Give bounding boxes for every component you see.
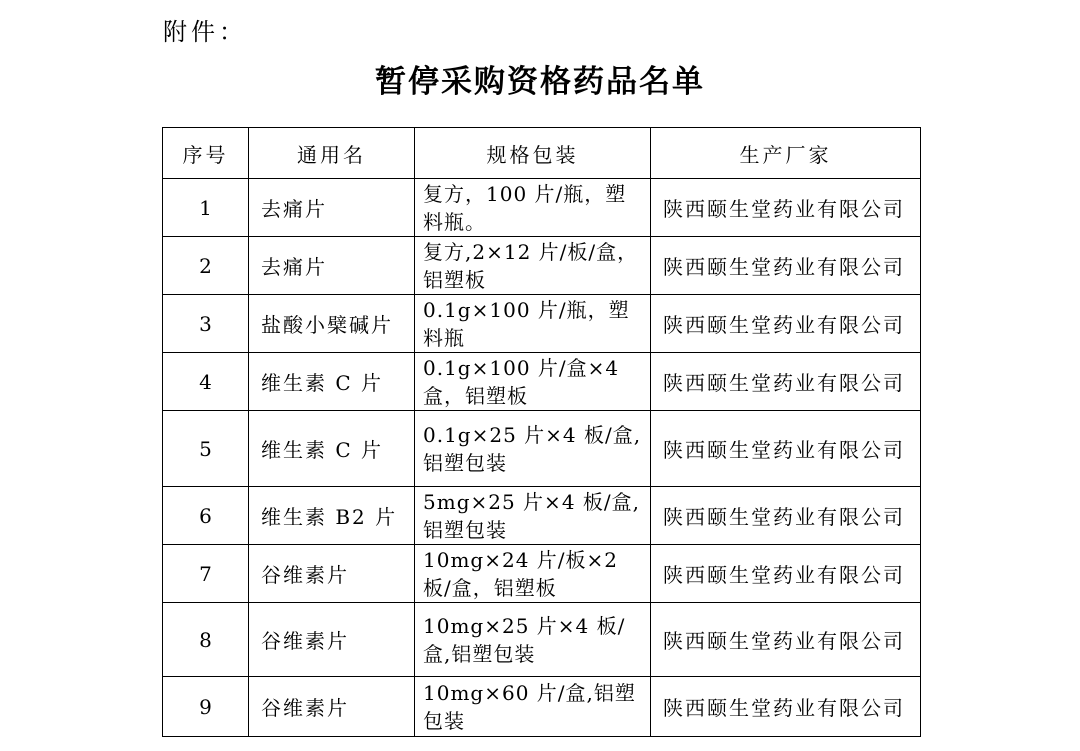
- drug-spec: 10mg×25 片×4 板/盒,铝塑包装: [415, 603, 651, 677]
- row-number: 7: [163, 545, 249, 603]
- drug-name: 维生素 C 片: [249, 353, 415, 411]
- drug-spec: 复方,2×12 片/板/盒，铝塑板: [415, 237, 651, 295]
- document-title: 暂停采购资格药品名单: [375, 64, 705, 100]
- drug-name: 谷维素片: [249, 603, 415, 677]
- drug-spec: 10mg×60 片/盒,铝塑包装: [415, 677, 651, 737]
- drug-spec: 0.1g×25 片×4 板/盒,铝塑包装: [415, 411, 651, 487]
- drug-list-table: [162, 127, 921, 737]
- row-number: 2: [163, 237, 249, 295]
- manufacturer: 陕西颐生堂药业有限公司: [651, 487, 921, 545]
- drug-spec: 复方，100 片/瓶，塑料瓶。: [415, 179, 651, 237]
- row-number: 6: [163, 487, 249, 545]
- row-number: 3: [163, 295, 249, 353]
- row-number: 8: [163, 603, 249, 677]
- manufacturer: 陕西颐生堂药业有限公司: [651, 603, 921, 677]
- column-header-no: 序号: [163, 128, 249, 179]
- drug-name: 去痛片: [249, 179, 415, 237]
- manufacturer: 陕西颐生堂药业有限公司: [651, 179, 921, 237]
- table-row: [163, 677, 921, 737]
- drug-name: 维生素 B2 片: [249, 487, 415, 545]
- drug-spec: 10mg×24 片/板×2 板/盒，铝塑板: [415, 545, 651, 603]
- row-number: 1: [163, 179, 249, 237]
- table-row: [163, 179, 921, 237]
- attachment-label: 附件：: [163, 18, 247, 46]
- manufacturer: 陕西颐生堂药业有限公司: [651, 677, 921, 737]
- column-header-manufacturer: 生产厂家: [651, 128, 921, 179]
- drug-spec: 0.1g×100 片/瓶，塑料瓶: [415, 295, 651, 353]
- drug-name: 去痛片: [249, 237, 415, 295]
- manufacturer: 陕西颐生堂药业有限公司: [651, 295, 921, 353]
- manufacturer: 陕西颐生堂药业有限公司: [651, 545, 921, 603]
- table-row: [163, 603, 921, 677]
- manufacturer: 陕西颐生堂药业有限公司: [651, 411, 921, 487]
- table-header-row: [163, 128, 921, 179]
- drug-name: 谷维素片: [249, 677, 415, 737]
- table-row: [163, 237, 921, 295]
- manufacturer: 陕西颐生堂药业有限公司: [651, 237, 921, 295]
- row-number: 4: [163, 353, 249, 411]
- column-header-name: 通用名: [249, 128, 415, 179]
- table-row: [163, 295, 921, 353]
- table-row: [163, 487, 921, 545]
- drug-spec: 0.1g×100 片/盒×4 盒，铝塑板: [415, 353, 651, 411]
- row-number: 9: [163, 677, 249, 737]
- drug-spec: 5mg×25 片×4 板/盒,铝塑包装: [415, 487, 651, 545]
- column-header-spec: 规格包装: [415, 128, 651, 179]
- drug-name: 维生素 C 片: [249, 411, 415, 487]
- table-row: [163, 411, 921, 487]
- drug-name: 盐酸小檗碱片: [249, 295, 415, 353]
- row-number: 5: [163, 411, 249, 487]
- drug-name: 谷维素片: [249, 545, 415, 603]
- manufacturer: 陕西颐生堂药业有限公司: [651, 353, 921, 411]
- table-row: [163, 545, 921, 603]
- table-row: [163, 353, 921, 411]
